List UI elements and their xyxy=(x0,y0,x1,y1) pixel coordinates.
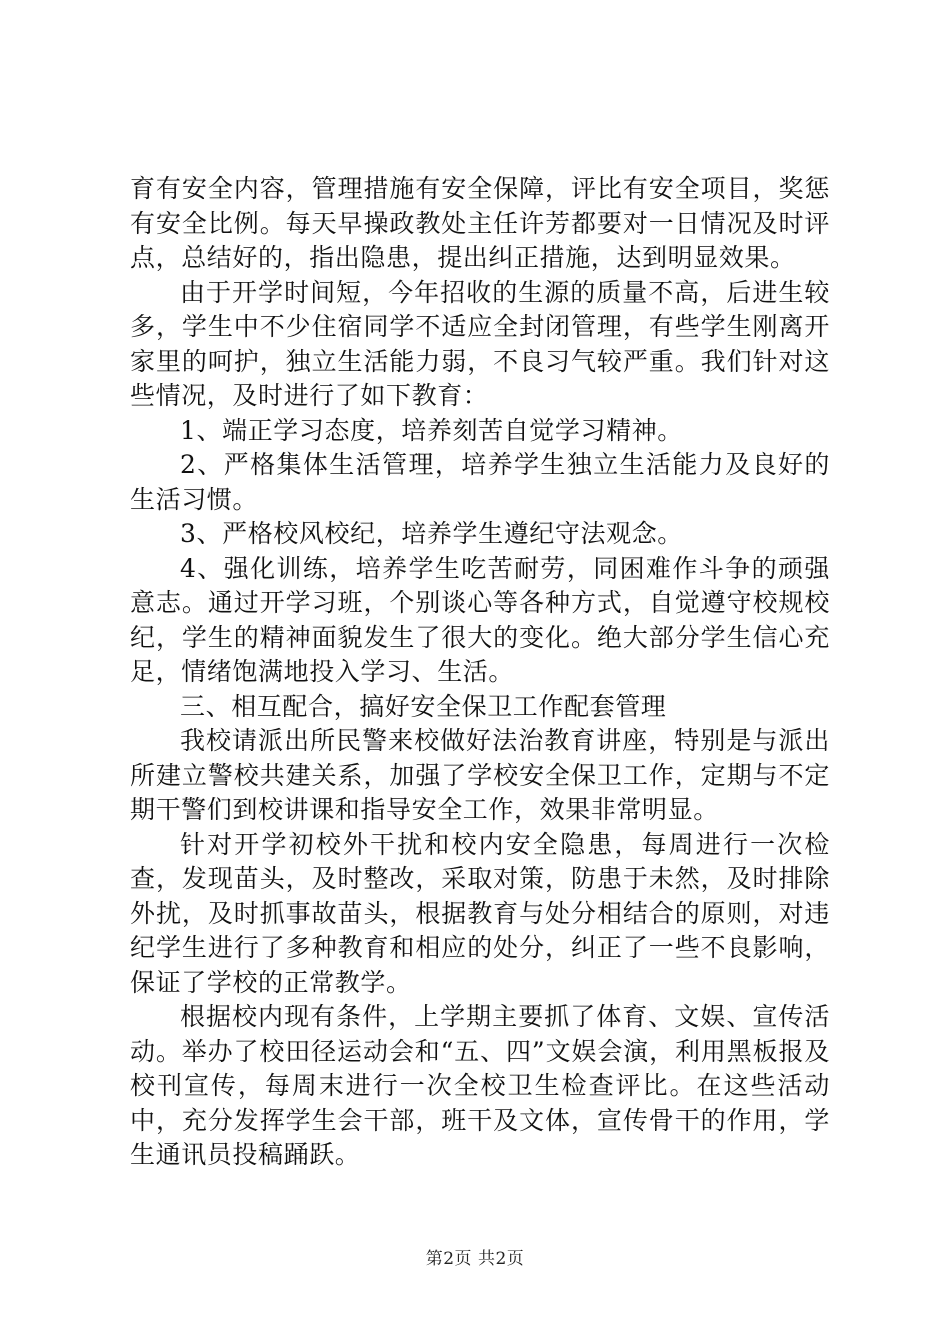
paragraph-2: 由于开学时间短，今年招收的生源的质量不高，后进生较多，学生中不少住宿同学不适应全封闭管理，有些学生刚离开家里的呵护，独立生活能力弱，不良习气较严重。我们针对这些情况，及时进行了如下教育： xyxy=(130,277,830,410)
paragraph-1: 育有安全内容，管理措施有安全保障，评比有安全项目，奖惩有安全比例。每天早操政教处主任许芳都要对一日情况及时评点，总结好的，指出隐患，提出纠正措施，达到明显效果。 xyxy=(130,174,830,272)
list-item-4: 4、强化训练，培养学生吃苦耐劳，同困难作斗争的顽强意志。通过开学习班，个别谈心等各种方式，自觉遵守校规校纪，学生的精神面貌发生了很大的变化。绝大部分学生信心充足，情绪饱满地投入学习、生活。 xyxy=(130,553,830,686)
list-item-2: 2、严格集体生活管理，培养学生独立生活能力及良好的生活习惯。 xyxy=(130,450,830,514)
list-item-3: 3、严格校风校纪，培养学生遵纪守法观念。 xyxy=(180,519,683,548)
list-item-1: 1、端正学习态度，培养刻苦自觉学习精神。 xyxy=(180,415,683,445)
document-body xyxy=(130,172,830,1173)
page-number: 第2页 共2页 xyxy=(425,1249,525,1269)
paragraph-inspection: 针对开学初校外干扰和校内安全隐患，每周进行一次检查，发现苗头，及时整改，采取对策，防患于未然，及时排除外扰，及时抓事故苗头，根据教育与处分相结合的原则，对违纪学生进行了多种教育和相应的处分，纠正了一些不良影响，保证了学校的正常教学。 xyxy=(130,829,830,997)
section-heading-3: 三、相互配合，搞好安全保卫工作配套管理 xyxy=(180,691,667,721)
paragraph-police: 我校请派出所民警来校做好法治教育讲座，特别是与派出所建立警校共建关系，加强了学校安全保卫工作，定期与不定期干警们到校讲课和指导安全工作，效果非常明显。 xyxy=(130,726,830,824)
paragraph-activities: 根据校内现有条件，上学期主要抓了体育、文娱、宣传活动。举办了校田径运动会和“五、四”文娱会演，利用黑板报及校刊宣传，每周末进行一次全校卫生检查评比。在这些活动中，充分发挥学生会干部，班干及文体，宣传骨干的作用，学生通讯员投稿踊跃。 xyxy=(130,1002,830,1169)
